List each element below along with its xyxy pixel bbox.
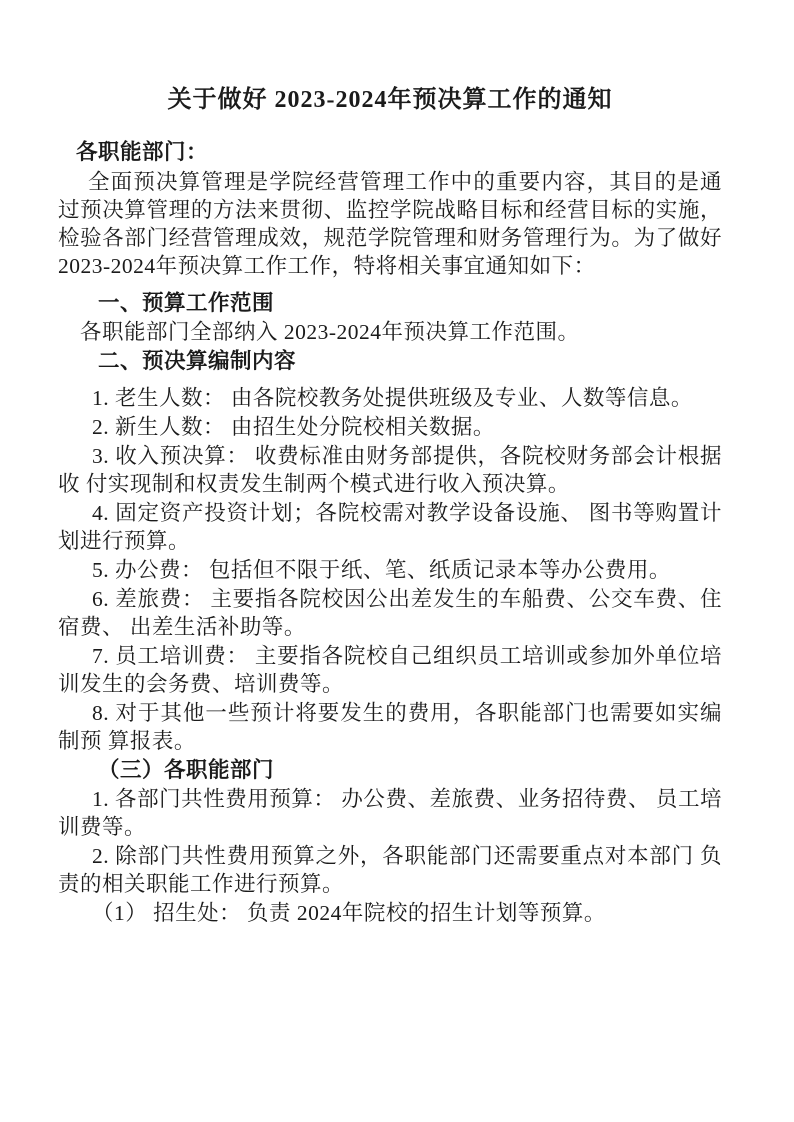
document-body	[58, 168, 722, 927]
document-title: 关于做好 2023-2024年预决算工作的通知	[167, 87, 613, 113]
list-item: 7. 员工培训费： 主要指各院校自己组织员工培训或参加外单位培训发生的会务费、培训费等。	[58, 644, 722, 696]
list-item: 2. 新生人数： 由招生处分院校相关数据。	[92, 415, 495, 439]
list-item: 6. 差旅费： 主要指各院校因公出差发生的车船费、公交车费、住宿费、 出差生活补助等。	[58, 587, 722, 639]
section-heading: （三）各职能部门	[98, 758, 275, 782]
list-item: 5. 办公费： 包括但不限于纸、笔、纸质记录本等办公费用。	[92, 558, 671, 582]
paragraph: 各职能部门全部纳入 2023-2024年预决算工作范围。	[80, 320, 580, 344]
section-heading: 二、预决算编制内容	[98, 349, 297, 373]
salutation: 各职能部门：	[76, 140, 209, 164]
paragraph: 全面预决算管理是学院经营管理工作中的重要内容，其目的是通过预决算管理的方法来贯彻、监控学院战略目标和经营目标的实施，检验各部门经营管理成效，规范学院管理和财务管理行为。为了做好2023-2024年预决算工作工作，特将相关事宜通知如下：	[58, 170, 722, 278]
section-heading: 一、预算工作范围	[98, 291, 275, 315]
list-item: 1. 各部门共性费用预算： 办公费、差旅费、业务招待费、 员工培训费等。	[58, 787, 722, 839]
list-item: 2. 除部门共性费用预算之外，各职能部门还需要重点对本部门 负责的相关职能工作进行预算。	[58, 844, 722, 896]
list-item: （1） 招生处： 负责 2024年院校的招生计划等预算。	[92, 901, 606, 925]
list-item: 4. 固定资产投资计划；各院校需对教学设备设施、 图书等购置计划进行预算。	[58, 501, 722, 553]
list-item: 1. 老生人数： 由各院校教务处提供班级及专业、人数等信息。	[92, 386, 693, 410]
list-item: 8. 对于其他一些预计将要发生的费用，各职能部门也需要如实编制预 算报表。	[58, 701, 722, 753]
list-item: 3. 收入预决算： 收费标准由财务部提供，各院校财务部会计根据收 付实现制和权责发生制两个模式进行收入预决算。	[58, 444, 722, 496]
